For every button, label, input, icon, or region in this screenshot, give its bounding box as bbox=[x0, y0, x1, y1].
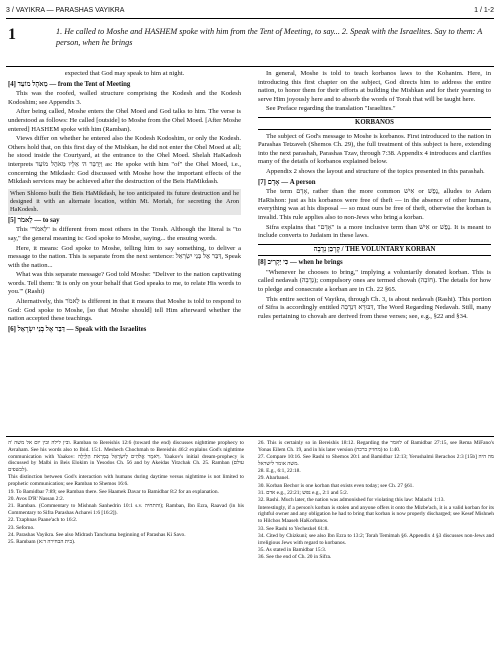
commentary-paragraph: Here, it means: God spoke to Moshe, telling him to say something, to deliver a message to the nation. This is separate from the next sentence: דַּבֵּר אֶל בְּנֵי יִשְׂרָאֵל, Speak with the nation... bbox=[8, 244, 241, 269]
footnote: 23. Seforno. bbox=[8, 524, 35, 531]
footnote: 32. Rashi. Much later, the nation was admonished for violating this law: Malachi 1:13. bbox=[258, 497, 445, 504]
footnote: 25. Rambam (בית הבחירה ד:א). bbox=[8, 539, 76, 546]
lemma-heading: [7] אָדָם — A person bbox=[258, 178, 316, 186]
running-header bbox=[6, 4, 494, 19]
commentary-paragraph: What was this separate message? God told Moshe: "Deliver to the nation captivating words. Tell them: 'It is only on your behalf that God speaks to me, to relate His words to you.'" (Rashi) bbox=[8, 271, 241, 296]
lemma-heading: [5] לֵאמֹר — to say bbox=[8, 216, 60, 224]
footnote: 24. Parashas Vayikra. See also Midrash Tanchuma beginning of Parashas Ki Savo. bbox=[8, 531, 186, 538]
verse-translation: 1. He called to Moshe and HASHEM spoke with him from the Tent of Meeting, to say... 2. Speak with the Israelites. Say to them: A person, when he brings bbox=[56, 27, 483, 47]
footnote: 22. Tzaphnas Paane'ach to 16:2. bbox=[8, 517, 78, 524]
commentary-paragraph: Views differ on whether he entered also the Kodesh Kodoshim, or only the Kodesh. Others hold that, on this first day of the Mishkan, he did not enter the Ohel Moed at all; he stood inside the Courtyard, at the entrance to the Ohel Moed. Shelah HaKadosh interprets וַיְדַבֵּר ה' אֵלָיו מֵאֹהֶל מוֹעֵד as: He spoke with him "of" the Ohel Moed, i.e., concerning the Mikdash: God discussed with Moshe how the important effects of the Mikdash services may be achieved after the destruction of the Beis HaMikdash. bbox=[8, 135, 241, 186]
footnote: 19. To Bamidbar 7:89; see Ramban there. See Haamek Davar to Bamidbar 8:2 for an explanation. bbox=[8, 488, 219, 495]
footnote: This distinction between God's interaction with humans during daytime versus nighttime is not limited to prophetic communication; see Ramban to Shemos 16:6. bbox=[8, 474, 244, 488]
commentary-paragraph: See Preface regarding the translation "Israelites." bbox=[266, 105, 396, 113]
footnote: 34. Cited by Chizkuni; see also Ibn Ezra to 13:2; Torah Temimah §6. Appendix 4 §3 discusses non-Jews and irreligious Jews with regard to korbanos. bbox=[258, 532, 494, 546]
commentary-paragraph: This "לֵאמֹר" is different from most others in the Torah. Although the literal is "to say," the general meaning is: God spoke to Moshe, saying... the ensuing words. bbox=[8, 226, 241, 242]
footnote: 36. See the end of Ch. 20 in Sifra. bbox=[258, 554, 332, 561]
commentary-paragraph: "Whenever he chooses to bring," implying a voluntarily donated korban. This is called nedavah (נְדָבָה); compulsory ones are termed chovah (חוֹבָה). The details for how to pledge and consecrate a korban are in Ch. 22 §65. bbox=[258, 268, 491, 294]
footnote: 28. E.g., 6:1, 22:18. bbox=[258, 468, 301, 475]
footnote: 26. This is certainly so in Bereishis 18:12. Regarding the לאמר of Bamidbar 27:15, see Rema MiFano's Yonas Eilem Ch. 19, and in his later version (מחזיק ברכה) to 1:40. bbox=[258, 440, 494, 453]
commentary-paragraph: Appendix 2 shows the layout and structure of the topics presented in this parashah. bbox=[266, 167, 485, 175]
footnotes-right bbox=[258, 440, 494, 644]
footnote: 20. Avos D'R' Nassan 2:2. bbox=[8, 495, 65, 502]
footnote: 35. As stated in Bamidbar 15:3. bbox=[258, 546, 327, 553]
commentary-paragraph: After being called, Moshe enters the Ohel Moed and God talks to him. The verse is understood as follows: He called [outside] to Moshe from the Ohel Moed. [After Moshe entered] HASHEM spoke with him (Ramban). bbox=[8, 108, 241, 133]
commentary-paragraph: Sifra explains that "אָדָם" is a more inclusive term than אִישׁ or נֶפֶשׁ. It is meant to include converts to Judaism in these laws. bbox=[258, 223, 491, 240]
commentary-left-column bbox=[8, 70, 241, 432]
commentary-paragraph: The term אָדָם, rather than the more common אִישׁ or נֶפֶשׁ, alludes to Adam HaRishon: just as his korbanos were free of theft — in the absence of other humans, everything was at his disposal — so must ours be free of theft, otherwise the korban is invalid. This rule applies also to non-Jews who bring a korban. bbox=[258, 188, 491, 221]
lemma-heading: [8] כִּי יַקְרִיב — when he brings bbox=[258, 259, 343, 267]
footnotes-left bbox=[8, 440, 244, 644]
footnote: ובין לילה ובין יום אל משה 'ה. Ramban to Bereishis 12:6 (toward the end) discusses nighttime prophecy to Avraham. See his words also to Ibid. 15:1. Meshech Chochmah to Bereishis 46:2 explains God's nighttime communication with Yaakov: וַיֹּאמֶר אֱלֹהִים לְיִשְׂרָאֵל בְּמַרְאֹת הַלַּיְלָה. Yaakov's initial dream-prophecy is discussed by Malbi in Beis Elokim in Yesodos Ch. 56 and by Akeidas Yitzchak Ch. 25. Ramban (עולם לכשפים). bbox=[8, 440, 244, 474]
verse-divider bbox=[6, 66, 494, 67]
commentary-paragraph: This entire section of Vayikra, through Ch. 3, is about nedavah (Rashi). This portion of Sifra is accordingly entitled דִּבּוּרָא דִּנְדָבָה, The Word Regarding Nedavah. Still, many rules pertaining to chovah are derived from these verses; see, e.g., §22 and §34. bbox=[258, 295, 491, 320]
shaded-note: When Shlomo built the Beis HaMikdash, he too anticipated its future destruction and he designed it with an alternate location, within Mt. Moriah, for secreting the Aron HaKodesh. bbox=[10, 189, 239, 213]
header-right: 1 / 1-2 bbox=[474, 7, 494, 14]
footnote: 21. Ramban. (Commentary to Mishnah Sanhedrin 10:1 s.v. והתחיה); Ramban, Ibn Ezra, Raavad (in his Commentary to Sifra Parashas Acharei 1:6 [16:2]). bbox=[8, 503, 244, 516]
footnote: 29. Abarbanel. bbox=[258, 475, 290, 482]
commentary-right-column bbox=[258, 70, 491, 432]
section-heading: קָרְבַּן נְדָבָה / THE VOLUNTARY KORBAN bbox=[258, 244, 491, 257]
footnote: 33. See Rashi to Yechezkel 61:8. bbox=[258, 525, 329, 532]
verse-block bbox=[6, 24, 494, 64]
chapter-number: 1 bbox=[8, 26, 16, 43]
commentary-paragraph: In general, Moshe is told to teach korbanos laws to the Kohanim. Here, in introducing this first chapter on the subject, God directs him to address the entire nation, to honor them for their efforts at building the Mishkan and for their yearning to serve Him joyously here and to absorb the words of Torah that will be taught here. bbox=[258, 70, 491, 103]
lemma-heading: [4] מֵאֹהֶל מוֹעֵד — from the Tent of Meeting bbox=[8, 80, 131, 88]
footnote: 31. אדם e.g., 22:21; נפש e.g., 2:1 and 5:2. bbox=[258, 490, 349, 497]
header-left: 3 / VAYIKRA — PARASHAS VAYIKRA bbox=[6, 7, 125, 14]
section-heading: KORBANOS bbox=[258, 117, 491, 130]
footnote: 27. Compare 10:16. See Rashi to Shemos 20:1 and Bamidbar 12:13; Yerushalmi Berachos 2:3 [15b] מה היה משה אומר לישראל. bbox=[258, 454, 494, 467]
commentary-paragraph: expected that God may speak to him at night. bbox=[64, 70, 185, 77]
footnote: Interestingly, if a person's korban is stolen and anyone offers it onto the Mizbe'ach, it is a valid korban for its rightful owner and any obligation he had to bring that korban is now properly discharged; see Kesef Mishneh to Hilchos Maaseh HaKorbanos. bbox=[258, 504, 494, 525]
lemma-heading: [6] דַּבֵּר אֶל בְּנֵי יִשְׂרָאֵל — Speak with the Israelites bbox=[8, 325, 147, 333]
footnote-divider bbox=[6, 436, 494, 437]
commentary-paragraph: Alternatively, this לֵאמֹר is different in that it means that Moshe is told to respond to God: God spoke to Moshe, [so that Moshe should] tell Him afterward whether the nation accepted these teachings. bbox=[8, 298, 241, 323]
footnote: 30. Korban Bechor is one korban that exists even today; see Ch. 27 §61. bbox=[258, 482, 414, 489]
commentary-paragraph: This was the roofed, walled structure comprising the Kodesh and the Kodesh Kodoshim; see Appendix 3. bbox=[8, 90, 241, 106]
commentary-paragraph: The subject of God's message to Moshe is korbanos. First introduced to the nation in Parashas Tetzaveh (Shemos Ch. 29), the full treatment of this subject is here, extending into the next parashah, Parashas Tzav, through 7:38. Appendix 4 introduces and clarifies many of the details of korbanos explained below. bbox=[258, 132, 491, 166]
